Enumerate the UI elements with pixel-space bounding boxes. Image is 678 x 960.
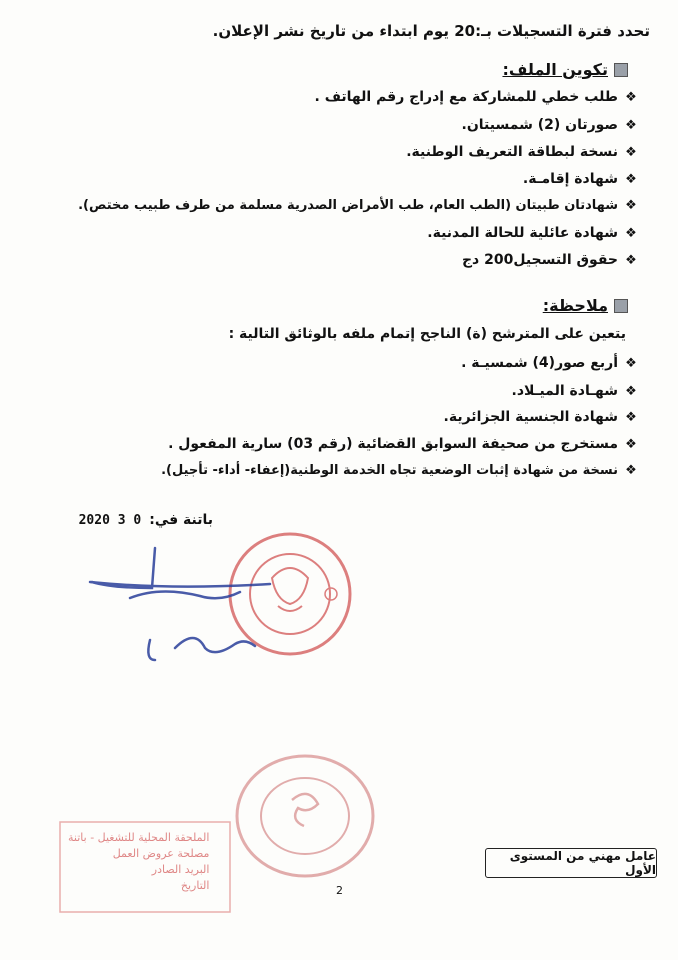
diamond-bullet-icon: ❖ [625,117,637,133]
stamp-line: التاريخ [180,879,210,892]
diamond-bullet-icon: ❖ [625,171,637,187]
diamond-bullet-icon: ❖ [625,198,637,213]
stamp-line: مصلحة عروض العمل [112,847,210,860]
note-item-text: نسخة من شهادة إثبات الوضعية تجاه الخدمة الوطنية(إعفاء- أداء- تأجيل). [161,463,618,478]
signature-icon [90,548,270,660]
note-intro: يتعين على المترشح (ة) الناجح إتمام ملفه بالوثائق التالية : [228,326,626,342]
signature-date: 2020 3 0 [78,512,142,528]
place-label: باتنة في: [149,512,213,528]
diamond-bullet-icon: ❖ [625,383,637,399]
diamond-bullet-icon: ❖ [625,144,637,160]
note-item-text: أربع صور(4) شمسيـة . [461,355,618,371]
stamp-line: البريد الصادر [151,863,210,876]
diamond-bullet-icon: ❖ [625,436,637,452]
file-item-text: طلب خطي للمشاركة مع إدراج رقم الهاتف . [314,89,618,105]
stamp-line: الملحقة المحلية للتشغيل - باتنة [68,831,210,844]
note-section-title-text: ملاحظة: [542,296,608,315]
registration-period-text: تحدد فترة التسجيلات بـ:20 يوم ابتداء من تاريخ نشر الإعلان. [212,22,650,40]
diamond-bullet-icon: ❖ [625,355,637,371]
file-item-text: شهادة عائلية للحالة المدنية. [427,225,618,241]
diamond-bullet-icon: ❖ [625,225,637,241]
agency-seal-icon [237,756,373,876]
file-item-text: حقوق التسجيل200 دج [461,252,618,268]
diamond-bullet-icon: ❖ [625,252,637,268]
file-item-text: صورتان (2) شمسيتان. [461,117,618,133]
diamond-bullet-icon: ❖ [625,89,637,105]
note-item-text: شهـادة الميـلاد. [511,383,618,399]
office-stamp-frame-icon [60,822,230,912]
note-item-text: شهادة الجنسية الجزائرية. [443,409,618,425]
official-seal-icon [230,534,350,654]
diamond-bullet-icon: ❖ [625,463,637,478]
file-item-text: شهادتان طبيتان (الطب العام، طب الأمراض الصدرية مسلمة من طرف طبيب مختص). [78,198,618,213]
note-item-text: مستخرج من صحيفة السوابق القضائية (رقم 03) سارية المفعول . [168,436,618,452]
file-item-text: شهادة إقامـة. [522,171,618,187]
file-item-text: نسخة لبطاقة التعريف الوطنية. [406,144,618,160]
job-title-box: عامل مهني من المستوى الأول [485,848,657,878]
file-section-title-text: تكوين الملف: [502,60,608,79]
diamond-bullet-icon: ❖ [625,409,637,425]
page-number: 2 [336,884,343,897]
